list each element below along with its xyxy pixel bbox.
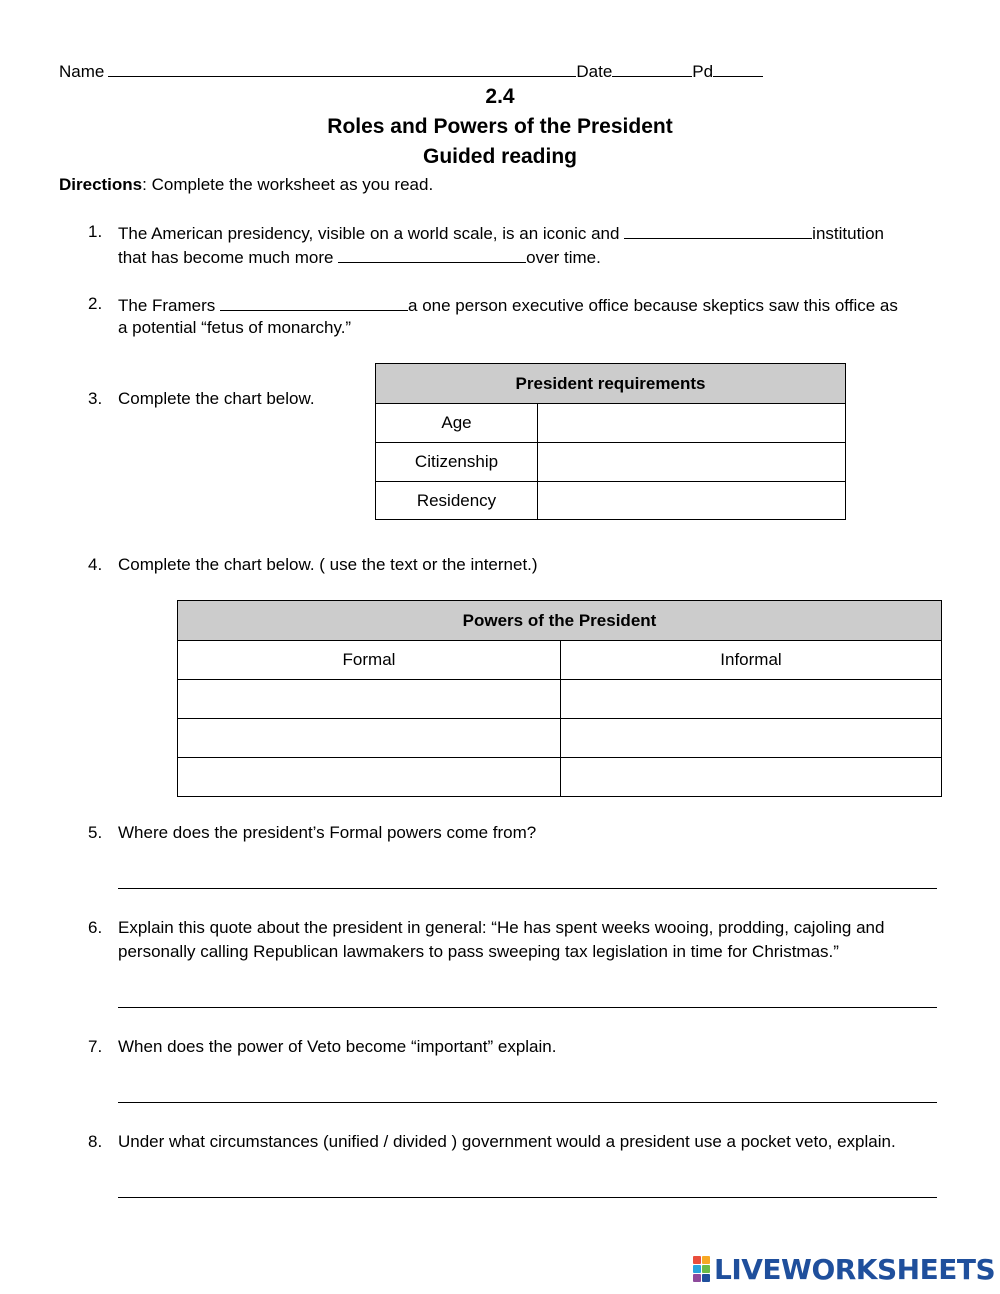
date-label: Date	[576, 62, 613, 81]
requirement-answer-age[interactable]	[538, 404, 846, 443]
directions	[59, 175, 433, 195]
q1-text-d: over time.	[526, 248, 601, 267]
section-number: 2.4	[485, 85, 515, 108]
q8-answer-line[interactable]	[118, 1197, 937, 1198]
q5-number: 5.	[88, 823, 103, 842]
requirements-table-header: President requirements	[376, 364, 846, 404]
q6-number: 6.	[88, 918, 103, 937]
q4-number: 4.	[88, 555, 103, 574]
q2-number: 2.	[88, 294, 103, 313]
q7-answer-line[interactable]	[118, 1102, 937, 1103]
date-blank[interactable]	[612, 60, 692, 77]
requirements-table	[375, 363, 846, 520]
period-label: Pd	[692, 62, 714, 81]
q1-text-b: institution	[812, 224, 884, 243]
powers-column-informal: Informal	[561, 641, 942, 680]
header-line	[59, 60, 763, 82]
q3-number: 3.	[88, 389, 103, 408]
q2-blank[interactable]	[220, 294, 408, 311]
q1-text-a: The American presidency, visible on a world scale, is an iconic and	[118, 224, 625, 243]
q2-line1	[118, 294, 898, 316]
page-title: Roles and Powers of the President	[327, 115, 673, 138]
q5-answer-line[interactable]	[118, 888, 937, 889]
q6-line1: Explain this quote about the president in general: “He has spent weeks wooing, prodding, cajoling and	[118, 918, 885, 937]
q2-text-a: The Framers	[118, 296, 221, 315]
requirement-label-age: Age	[376, 404, 538, 443]
q2-text-b: a one person executive office because skeptics saw this office as	[408, 296, 898, 315]
q1-text-c: that has become much more	[118, 248, 339, 267]
q4-text: Complete the chart below. ( use the text or the internet.)	[118, 555, 538, 574]
powers-table	[177, 600, 942, 797]
q1-line2	[118, 246, 601, 268]
name-blank[interactable]	[108, 60, 576, 77]
q1-blank-1[interactable]	[624, 222, 812, 239]
informal-power-cell[interactable]	[561, 680, 942, 719]
informal-power-cell[interactable]	[561, 719, 942, 758]
formal-power-cell[interactable]	[178, 719, 561, 758]
formal-power-cell[interactable]	[178, 758, 561, 797]
q8-text: Under what circumstances (unified / divided ) government would a president use a pocket veto, explain.	[118, 1132, 896, 1151]
q7-text: When does the power of Veto become “important” explain.	[118, 1037, 557, 1056]
q3-text: Complete the chart below.	[118, 389, 315, 408]
q1-blank-2[interactable]	[338, 246, 526, 263]
q2-line2: a potential “fetus of monarchy.”	[118, 318, 352, 337]
q6-answer-line[interactable]	[118, 1007, 937, 1008]
directions-text: : Complete the worksheet as you read.	[142, 175, 434, 194]
formal-power-cell[interactable]	[178, 680, 561, 719]
q1-line1	[118, 222, 884, 244]
directions-label: Directions	[59, 175, 143, 194]
period-blank[interactable]	[713, 60, 763, 77]
q8-number: 8.	[88, 1132, 103, 1151]
requirement-label-residency: Residency	[376, 482, 538, 520]
requirement-answer-citizenship[interactable]	[538, 443, 846, 482]
name-label: Name	[59, 62, 105, 81]
powers-column-formal: Formal	[178, 641, 561, 680]
q1-number: 1.	[88, 222, 103, 241]
informal-power-cell[interactable]	[561, 758, 942, 797]
q7-number: 7.	[88, 1037, 103, 1056]
liveworksheets-logo	[693, 1254, 995, 1284]
requirement-label-citizenship: Citizenship	[376, 443, 538, 482]
liveworksheets-wordmark: LIVEWORKSHEETS	[714, 1252, 996, 1286]
q6-line2: personally calling Republican lawmakers to pass sweeping tax legislation in time for Christmas.”	[118, 942, 839, 961]
q5-text: Where does the president’s Formal powers come from?	[118, 823, 537, 842]
page-subtitle: Guided reading	[422, 145, 577, 168]
liveworksheets-mark-icon	[693, 1256, 710, 1282]
powers-table-header: Powers of the President	[178, 601, 942, 641]
requirement-answer-residency[interactable]	[538, 482, 846, 520]
